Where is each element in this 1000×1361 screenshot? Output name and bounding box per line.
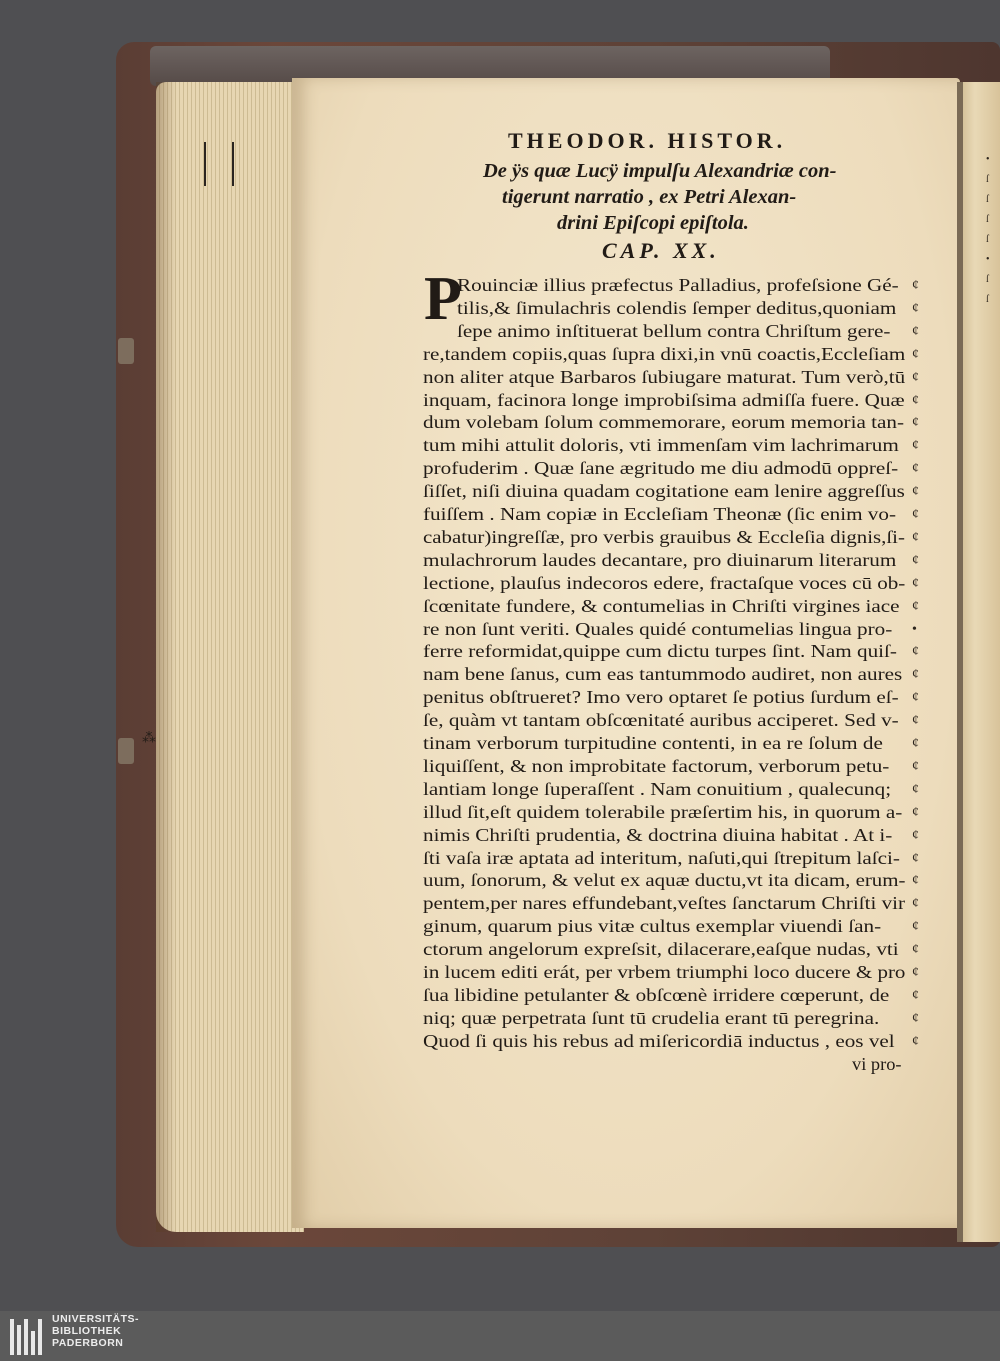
margin-mark: ¢ <box>912 415 919 431</box>
text-line: ſua libidine petulanter & obſcœnè irridere cœperunt, de <box>423 984 890 1005</box>
text-line: ferre reformidat,quippe cum dictu turpes ſint. Nam quiſ- <box>423 641 897 662</box>
margin-mark: ¢ <box>912 461 919 477</box>
text-line: re,tandem copiis,quas ſupra dixi,in vnū coactis,Eccleſiam <box>423 343 906 364</box>
text-line: lectione, plauſus indecoros edere, fractaſque voces cū ob- <box>423 572 906 593</box>
margin-mark: ¢ <box>912 529 919 545</box>
margin-mark: ¢ <box>912 850 919 866</box>
margin-mark: ¢ <box>912 1010 919 1026</box>
margin-mark: • <box>912 621 917 637</box>
margin-mark: ¢ <box>912 484 919 500</box>
drop-cap-initial: P <box>424 265 462 333</box>
margin-mark: ¢ <box>912 1033 919 1049</box>
text-line: ſcœnitate fundere, & contumelias in Chriſti virgines iace <box>423 595 900 616</box>
text-line: illud ſit,eſt quidem tolerabile præſertim his, in quorum a- <box>423 801 903 822</box>
text-line: Rouinciæ illius præfectus Palladius, profeſsione Gé- <box>457 275 899 295</box>
margin-mark: ¢ <box>912 323 919 339</box>
text-line: ſe, quàm vt tantam obſcœnitaté auribus acciperet. Sed v- <box>423 710 899 731</box>
margin-mark: ¢ <box>912 507 919 522</box>
ink-mark: ⁂ <box>142 731 156 746</box>
text-line: in lucem editi erát, per vrbem triumphi loco ducere & pro <box>423 962 906 982</box>
margin-mark: ¢ <box>912 690 919 706</box>
text-line: mulachrorum laudes decantare, pro diuinarum literarum <box>423 549 897 570</box>
margin-mark: ¢ <box>912 644 919 660</box>
text-line: ctorum angelorum expreſsit, dilacerare,eaſque nudas, vti <box>423 939 899 960</box>
library-name-line: UNIVERSITÄTS- <box>52 1313 140 1325</box>
margin-mark: ¢ <box>912 736 919 751</box>
margin-mark: ¢ <box>912 598 919 614</box>
margin-mark: ¢ <box>912 713 919 729</box>
margin-mark: ¢ <box>912 804 919 820</box>
text-line: ſepe animo inſtituerat bellum contra Chriſtum gere- <box>457 320 891 341</box>
library-name-line: BIBLIOTHEK <box>52 1325 122 1337</box>
margin-mark: ¢ <box>912 278 919 293</box>
text-line: penitus obſtrueret? Imo vero optaret ſe potius ſurdum eſ- <box>423 687 899 708</box>
text-line: liquiſſent, & non improbitate factorum, verborum petu- <box>423 755 890 776</box>
text-line: Quod ſi quis his rebus ad miſericordiā inductus , eos vel <box>423 1030 895 1051</box>
text-line: niq; quæ perpetrata ſunt tū crudelia erant tū peregrina. <box>423 1007 880 1028</box>
text-line: dum volebam ſolum commemorare, eorum memoria tan- <box>423 412 905 433</box>
facing-page-fragments: • ſ ſ ſ ſ • ſ ſ <box>986 154 990 305</box>
margin-mark: ¢ <box>912 369 919 385</box>
margin-mark: ¢ <box>912 896 919 912</box>
margin-mark: ¢ <box>912 965 919 980</box>
margin-mark: ¢ <box>912 987 919 1003</box>
text-line: pentem,per nares effundebant,veſtes ſanctarum Chriſti vir <box>423 893 905 914</box>
margin-mark: ¢ <box>912 919 919 935</box>
text-line: nimis Chriſti prudentia, & doctrina diuina habitat . At i- <box>423 824 893 845</box>
margin-mark: ¢ <box>912 438 919 454</box>
chapter-number: CAP. XX. <box>602 238 720 263</box>
text-line: ſiſſet, niſi diuina quadam cogitatione eam lenire aggreſſus <box>423 481 905 502</box>
catchword: vi pro- <box>852 1054 902 1074</box>
text-line: nam bene ſanus, cum eas tantummodo audiret, non aures <box>423 664 903 685</box>
text-line: cabatur)ingreſſæ, pro verbis grauibus & Eccleſia dignis,ſi- <box>423 526 905 547</box>
library-footer <box>0 1311 1000 1361</box>
text-line: profuderim . Quæ ſane ægritudo me diu admodū oppreſ- <box>423 458 899 479</box>
margin-mark: ¢ <box>912 781 919 797</box>
text-line: ſti vaſa iræ aptata ad interitum, naſuti,qui ſtrepitum laſci- <box>423 847 900 868</box>
text-line: tinam verborum turpitudine contenti, in ea re ſolum de <box>423 733 883 753</box>
library-name-line: PADERBORN <box>52 1337 124 1349</box>
margin-mark: ¢ <box>912 300 919 316</box>
margin-mark: ¢ <box>912 552 919 568</box>
chapter-title-line: De ÿs quæ Lucÿ impulſu Alexandriæ con- <box>483 160 837 182</box>
margin-mark: ¢ <box>912 942 919 958</box>
text-line: fuiſſem . Nam copiæ in Eccleſiam Theonæ (ſic enim vo- <box>423 504 897 524</box>
chapter-title-line: drini Epiſcopi epiſtola. <box>557 212 749 234</box>
text-line: tum mihi attulit doloris, vti immenſam vim lachrimarum <box>423 435 899 456</box>
margin-mark: ¢ <box>912 758 919 774</box>
library-logo-icon <box>10 1319 44 1355</box>
text-line: re non ſunt veriti. Quales quidé contumelias lingua pro- <box>423 618 893 639</box>
margin-mark: ¢ <box>912 392 919 408</box>
margin-mark: ¢ <box>912 575 919 591</box>
running-head: THEODOR. HISTOR. <box>508 128 787 153</box>
text-line: non aliter atque Barbaros ſubiugare maturat. Tum verò,tū <box>423 366 906 387</box>
text-line: lantiam longe ſuperaſſent . Nam conuitium , qualecunq; <box>423 778 892 799</box>
margin-mark: ¢ <box>912 667 919 683</box>
chapter-title-line: tigerunt narratio , ex Petri Alexan- <box>502 186 797 208</box>
text-line: ginum, quarum pius vitæ cultus exemplar viuendi ſan- <box>423 916 882 937</box>
margin-mark: ¢ <box>912 827 919 843</box>
text-line: inquam, facinora longe improbiſsima admiſſa fuere. Quæ <box>423 389 905 410</box>
text-line: tilis,& ſimulachris colendis ſemper deditus,quoniam <box>457 297 897 318</box>
text-line: uum, ſonorum, & velut ex aquæ ductu,vt ita dicam, erum- <box>423 870 906 891</box>
margin-mark: ¢ <box>912 346 919 362</box>
margin-mark: ¢ <box>912 873 919 889</box>
